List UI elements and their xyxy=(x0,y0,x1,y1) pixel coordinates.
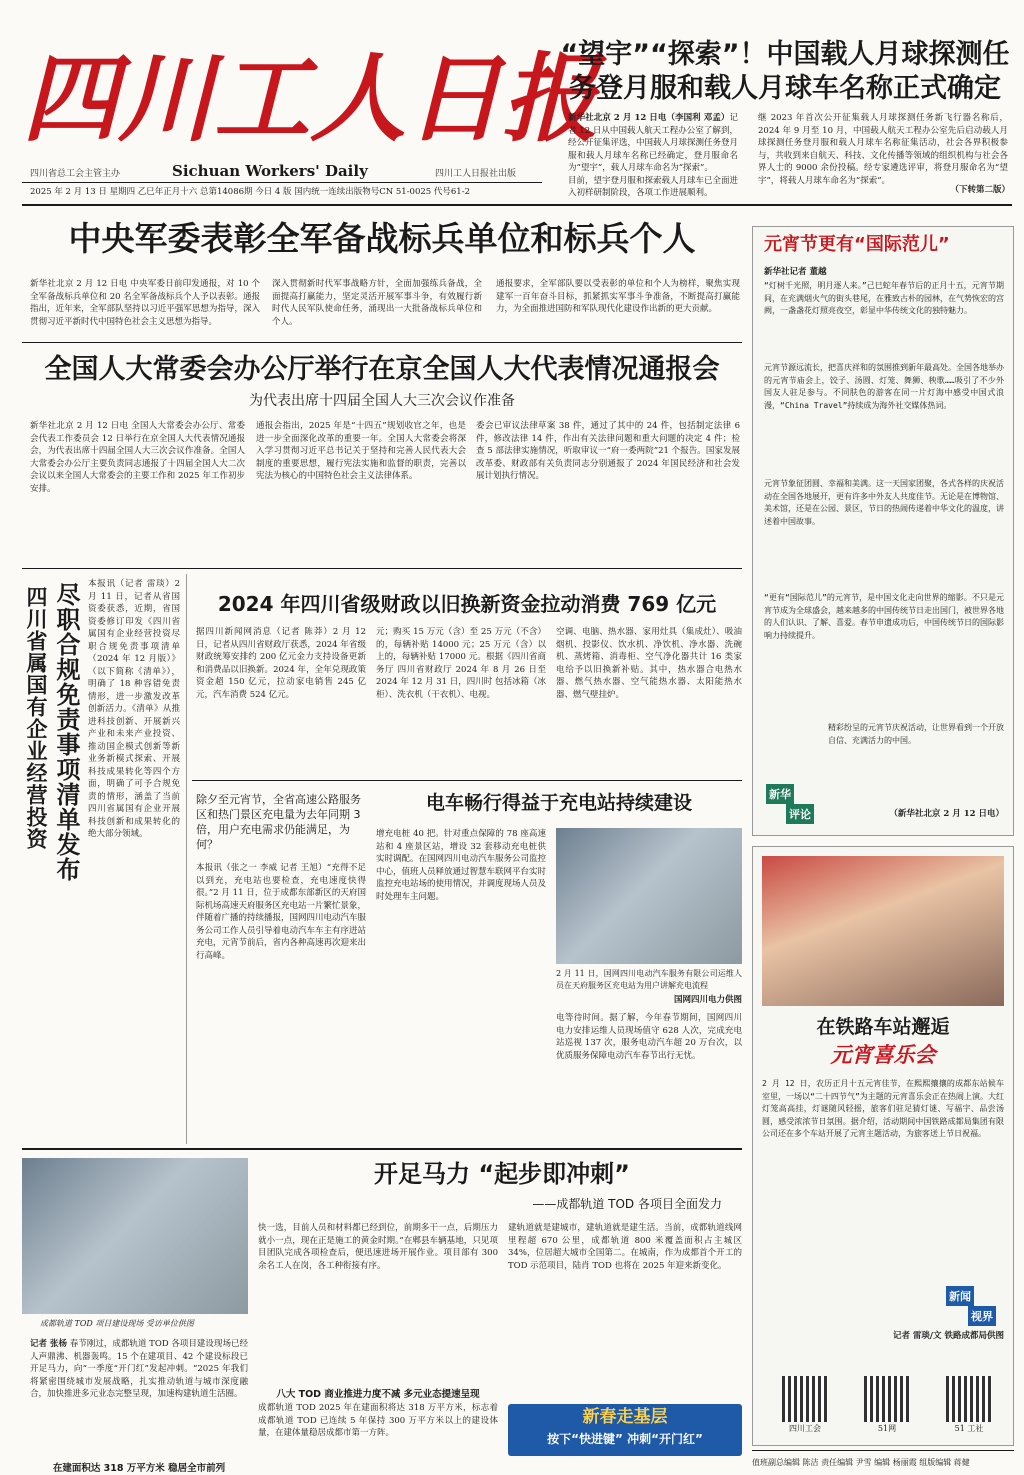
qr-code-icon xyxy=(864,1376,910,1422)
qr-code-3[interactable] xyxy=(934,1376,1004,1440)
tradein-text-1: 据四川新闻网消息（记者 陈莽）2 月 12 日，记者从四川省财政厅获悉，2024 年省级财政统筹安排约 200 亿元金力支持设备更新和消费品以旧换新。2024 年，全年兑现政策资金超 150 亿元，拉动家电销售 245 亿元，汽车消费 524 亿元。 xyxy=(196,627,366,700)
news-photo-image xyxy=(762,856,1004,1006)
commentary-text-2: 元宵节源远流长，把喜庆祥和的氛围推到新年最高处。全国各地举办的元宵节庙会上，饺子、汤圆、灯笼、舞狮、秧歌……吸引了不少外国友人驻足参与。不同肤色的游客在同一片灯海中感受中国式浪漫，“China Travel”持续成为海外社交媒体热词。 xyxy=(764,363,1004,410)
commentary-text-4: “更有“国际范儿”的元宵节，是中国文化走向世界的缩影。不只是元宵节成为全球盛会，越来越多的中国传统节日走出国门，被世界各地的人们认识、了解、喜爱。春节申遗成功后，中国传统节日的国际影响力持续提升。 xyxy=(764,593,1004,640)
news-photo-badge xyxy=(946,1286,1002,1326)
charging-text-2: 增充电桩 40 把。针对重点保障的 78 座高速站和 4 座景区站，增设 32 套移动充电桩供实时调配。在国网四川电动汽车服务公司监控中心，值班人员释放通过智慧车联网平台实时监控充电站场的使用情况，并调度现场人员及时处理车主问题。 xyxy=(376,829,547,902)
soe-vertical-headline: 尽职合规免责事项清单发布 xyxy=(52,582,80,882)
lead-headline: “望宇”“探索”！中国载人月球探测任务登月服和载人月球车名称正式确定 xyxy=(560,39,1010,104)
qr-code-icon xyxy=(782,1376,828,1422)
lead-dateline: 新华社北京 2 月 12 日电（李国利 邓孟） xyxy=(568,113,730,123)
news-photo-byline: 记者 雷琰/文 铁路成都局供图 xyxy=(892,1331,1004,1341)
military-text-3: 通报要求，全军部队要以受表彰的单位和个人为榜样，聚焦实现建军一百年奋斗目标，抓紧抓实军事斗争准备，不断提高打赢能力，为全面推进国防和军队现代化建设作出新的更大贡献。 xyxy=(496,279,740,314)
tod-subhead: ——成都轨道 TOD 各项目全面发力 xyxy=(532,1197,722,1211)
section-rule-top xyxy=(22,204,1012,206)
tod-text-3: 成都轨道 TOD 2025 年在建面积将达 318 万平方米，标志着成都轨道 TOD 已连续 5 年保持 300 万平方米以上的建设体量，在建体量稳居成都市第一方阵。 xyxy=(258,1403,498,1438)
soe-vertical-subhead: 四川省属国有企业经营投资 xyxy=(24,586,48,850)
npc-subhead: 为代表出席十四届全国人大三次会议作准备 xyxy=(249,393,515,409)
tod-text-1 xyxy=(30,1338,248,1456)
qr-code-1[interactable] xyxy=(770,1376,840,1440)
military-headline: 中央军委表彰全军备战标兵单位和标兵个人 xyxy=(68,219,696,258)
commentary-badge xyxy=(766,784,820,824)
news-photo-headline-2: 元宵喜乐会 xyxy=(830,1042,936,1067)
news-photo-text: 2 月 12 日，农历正月十五元宵佳节，在熙熙攘攘的成都东站候车室里，一场以“二十四节气”为主题的元宵喜乐会正在热闹上演。大红灯笼高高挂，灯谜随风轻摇，旅客们驻足猜灯谜、写福字、品尝汤圆，感受浓浓节日氛围。据介绍，活动期间中国铁路成都局集团有限公司还在多个车站开展了元宵主题活动，为旅客送上节日祝福。 xyxy=(762,1079,1004,1138)
tod-byline: 记者 张杨 xyxy=(30,1339,68,1349)
section-rule-military xyxy=(22,342,742,343)
masthead-calligraphy-icon xyxy=(22,40,598,155)
soe-text: 本报讯（记者 雷琰）2 月 11 日，记者从省国资委获悉，近期，省国资委修订印发《四川省属国有企业经营投资尽职合规免责事项清单（2024 年 12 月版）》（以下简称《清单》），明确了 18 种容错免责情形，进一步激发改革创新活力。《清单》从推进科技创新、开展新兴产业和未来产业投资、推动国企模式创新等新业务新模式探索、开展科技成果转化等四个方面，明确了可予合规免责的情形，涵盖了当前四川省属国有企业开展科技创新和成果转化的绝大部分领域。 xyxy=(88,579,180,839)
tod-text-2: 快一选，目前人员和材料都已经到位，前期多干一点，后期压力就小一点，现在正是施工的黄金时期。”在郫县车辆基地，只见项目团队完成各项检查后，便迅速进场开展作业。项目部有 300 余名工人在岗，各工种衔接有序。 xyxy=(258,1223,498,1271)
footer-editors: 值班副总编辑 陈洁 责任编辑 尹雪 编辑 杨丽霞 组版编辑 蒋健 xyxy=(752,1458,970,1467)
npc-text-2: 通报会指出，2025 年是“十四五”规划收官之年，也是进一步全面深化改革的重要一年。全国人大常委会将深入学习贯彻习近平总书记关于坚持和完善人民代表大会制度的重要思想，履行宪法实施和监督的职责，完善以宪法为核心的中国特色社会主义法律体系。 xyxy=(256,421,466,481)
qr-code-icon xyxy=(946,1376,992,1422)
tradein-text-2: 元；购买 15 万元（含）至 25 万元（不含）的，每辆补贴 14000 元；25 万元（含）以上的，每辆补贴 17000 元。根据《四川省商务厅 四川省财政厅 2024 年 8 月 26 日至 2024 年 12 月 31 日，四川时 包括冰箱（冰柜）、洗衣机（干衣机）、电视。 xyxy=(376,627,546,700)
news-photo-badge-b: 视界 xyxy=(968,1306,996,1326)
commentary-source: （新华社北京 2 月 12 日电） xyxy=(889,809,1004,819)
column-divider-soe xyxy=(186,574,187,1144)
commentary-text-5: 精彩纷呈的元宵节庆祝活动，让世界看到一个开放自信、充满活力的中国。 xyxy=(828,723,1004,745)
tod-text-1-body: 春节刚过，成都轨道 TOD 各项目建设现场已经人声鼎沸、机器轰鸣。15 个在建项目、42 个建设标段已开足马力，向“一季度“开门红”发起冲刺。“2025 年我们将紧密围绕城市发展战略，扎实推动轨道与城市深度融合，加快推进多元业态完整呈现，加速构建轨道生活圈。 xyxy=(30,1339,249,1399)
charging-text-1: 本报讯（张之一 李威 记者 王旭）“充得不足以到充，充电站也要检查，充电速度快得很。”2 月 11 日，位于成都东部新区的天府国际机场高速天府服务区充电站一片繁忙景象，伴随着广播的持续播报，国网四川电动汽车服务公司工作人员引导着电动汽车车主有序进站充电，元宵节前后，省内各种高速再次迎来出行高峰。 xyxy=(196,863,367,961)
masthead-english-name: Sichuan Workers' Daily xyxy=(172,162,368,180)
charging-text-3: 电等待时间。据了解，今年春节期间，国网四川电力安排运维人员现场值守 628 人次，完成充电站巡视 137 次，服务电动汽车超 20 万台次，以优质服务保障电动汽车春节出行无忧。 xyxy=(556,1013,742,1061)
masthead-logo xyxy=(22,40,598,155)
lead-col-1 xyxy=(568,112,739,198)
tradein-text-3: 空调、电脑、热水器、家用灶具（集成灶）、吸油烟机、投影仪、饮水机、净饮机、净水器、洗碗机、蒸烤箱、消毒柜、空气净化器共计 16 类家电给予以旧换新补贴。其中，热水器合电热水器、燃气热水器、空气能热水器、太阳能热水器、燃气壁挂炉。 xyxy=(556,627,742,700)
news-photo-headline: 在铁路车站邂逅 xyxy=(816,1016,950,1038)
tod-headline: 开足马力 “起步即冲刺” xyxy=(374,1160,630,1188)
lead-text-1b: 目前，望宇登月服和探索载人月球车已全面进入初样研制阶段，各项工作进展顺利。 xyxy=(568,175,739,198)
charging-lead-question: 除夕至元宵节，全省高速公路服务区和热门景区充电量为去年同期 3 倍，用户充电需求仍能满足，为何？ xyxy=(196,793,361,851)
tod-banner-title: 新春走基层 xyxy=(582,1407,668,1427)
military-text-2: 深入贯彻新时代军事战略方针，全面加强练兵备战，全面提高打赢能力，坚定灵活开展军事斗争，有效履行新时代人民军队使命任务，涌现出一大批备战标兵单位和个人。 xyxy=(272,279,482,327)
masthead-date-line: 2025 年 2 月 13 日 星期四 乙巳年正月十六 总第14086期 今日 4 版 国内统一连续出版物号CN 51-0025 代号61-2 xyxy=(30,187,470,197)
npc-text-3: 委会已审议法律草案 38 件，通过了其中的 24 件，包括制定法律 6 件，修改法律 14 件，作出有关法律问题和重大问题的决定 4 件；检查 5 部法律实施情况，听取审议一“府一委两院”21 个报告。国家发展改革委、财政部有关负责同志分别通报了 2024 年国民经济和社会发展计划执行情况。 xyxy=(476,421,740,481)
tod-text-4: 建轨道就是建城市，建轨道就是建生活。当前，成都轨道线网里程超 670 公里，成都轨道 800 米覆盖面积占主城区 34%，位居超大城市全国第二。在城南，作为成都首个开工的 TOD 示范项目，陆肖 TOD 也将在 2025 年迎来新变化。 xyxy=(508,1223,742,1271)
commentary-headline: 元宵节更有“国际范儿” xyxy=(764,234,950,255)
tod-subsection-2: 八大 TOD 商业推进力度不减 多元业态提速呈现 xyxy=(276,1389,480,1400)
tradein-headline: 2024 年四川省级财政以旧换新资金拉动消费 769 亿元 xyxy=(217,592,717,616)
news-photo-badge-a: 新闻 xyxy=(946,1286,974,1306)
commentary-badge-b: 评论 xyxy=(786,804,814,824)
lead-text-1: 记者 12 日从中国载人航天工程办公室了解到，经公开征集评选，中国载人月球探测任务登月服和载人月球车名称已经确定，登月服命名为“望宇”，载人月球车命名为“探索”。 xyxy=(568,113,739,173)
charging-photo-caption: 2 月 11 日，国网四川电动汽车服务有限公司运维人员在天府服务区充电站为用户讲解充电流程 xyxy=(556,969,742,990)
qr-code-label-1: 四川工会 xyxy=(789,1424,821,1433)
masthead-rule xyxy=(22,182,542,183)
lead-continued: （下转第二版） xyxy=(950,185,1010,195)
commentary-byline: 新华社记者 董越 xyxy=(764,267,827,277)
qr-code-row xyxy=(770,1376,1004,1440)
military-text-1: 新华社北京 2 月 12 日电 中央军委日前印发通报，对 10 个全军备战标兵单位和 20 名全军备战标兵个人予以表彰。通报指出，近年来，全军部队坚持以习近平强军思想为指导，深入贯彻习近平新时代中国特色社会主义思想为指导。 xyxy=(30,279,260,327)
masthead-publisher: 四川工人日报社出版 xyxy=(435,169,517,179)
tod-photo xyxy=(22,1158,248,1314)
qr-code-2[interactable] xyxy=(852,1376,922,1440)
tod-photo-caption: 成都轨道 TOD 项目建设现场 受访单位供图 xyxy=(40,1319,194,1328)
npc-text-1: 新华社北京 2 月 12 日电 全国人大常委会办公厅、常委会代表工作委员会 12 日举行在京全国人大代表情况通报会，为代表出席十四届全国人大三次会议作准备。全国人大常委会办公厅主要负责同志通报了十四届全国人大二次会议以来全国人大常委会的主要工作和 2025 年工作初步安排。 xyxy=(30,421,245,494)
footer-rule xyxy=(752,1450,1014,1451)
charging-photo xyxy=(556,828,742,964)
qr-code-label-3: 51 工社 xyxy=(954,1424,984,1433)
section-rule-tradein xyxy=(192,780,742,781)
lead-text-2: 继 2023 年首次公开征集载人月球探测任务新飞行器名称后，2024 年 9 月至 10 月，中国载人航天工程办公室先后启动载人月球探测任务登月服和载人月球车名称征集活动，社会各界积极参与，共收到来自航天、科技、文化传播等领域的组织机构与社会各界人士的 9000 余份投稿。经专家遴选评审，将登月服命名为“望宇”，将载人月球车命名为“探索”。 xyxy=(758,113,1008,186)
charging-headline: 电车畅行得益于充电站持续建设 xyxy=(425,792,692,814)
tod-banner xyxy=(508,1404,742,1456)
qr-code-label-2: 51网 xyxy=(877,1424,897,1433)
charging-photo-credit: 国网四川电力供图 xyxy=(673,995,742,1005)
tod-subsection-1: 在建面积达 318 万平方米 稳居全市前列 xyxy=(52,1463,226,1474)
section-rule-npc xyxy=(22,568,742,569)
tod-banner-subtitle: 按下“快进键” 冲刺“开门红” xyxy=(547,1432,703,1446)
masthead-sponsor: 四川省总工会主管主办 xyxy=(30,169,121,179)
commentary-text-1: “灯树千光照，明月逐人来。”己巳蛇年春节后的正月十五，元宵节期间，在充满烟火气的街头巷尾，在雅致古朴的园林，在气势恢宏的宫阙，一盏盏花灯照亮夜空，彰显中华传统文化的独特魅力。 xyxy=(764,281,1004,315)
npc-headline: 全国人大常委会办公厅举行在京全国人大代表情况通报会 xyxy=(44,354,720,385)
commentary-badge-a: 新华 xyxy=(766,784,794,804)
masthead-logo-text: 四川工人日报 xyxy=(22,42,598,155)
commentary-text-3: 元宵节象征团圆、幸福和美满。这一天国家团聚，各式各样的庆祝活动在全国各地展开，更有许多中外友人共度佳节。无论是在博物馆、美术馆，还是在公园、景区，节日的热闹传递着中华文化的温度，讲述着中国故事。 xyxy=(764,479,1004,526)
section-rule-bottom xyxy=(22,1148,742,1150)
